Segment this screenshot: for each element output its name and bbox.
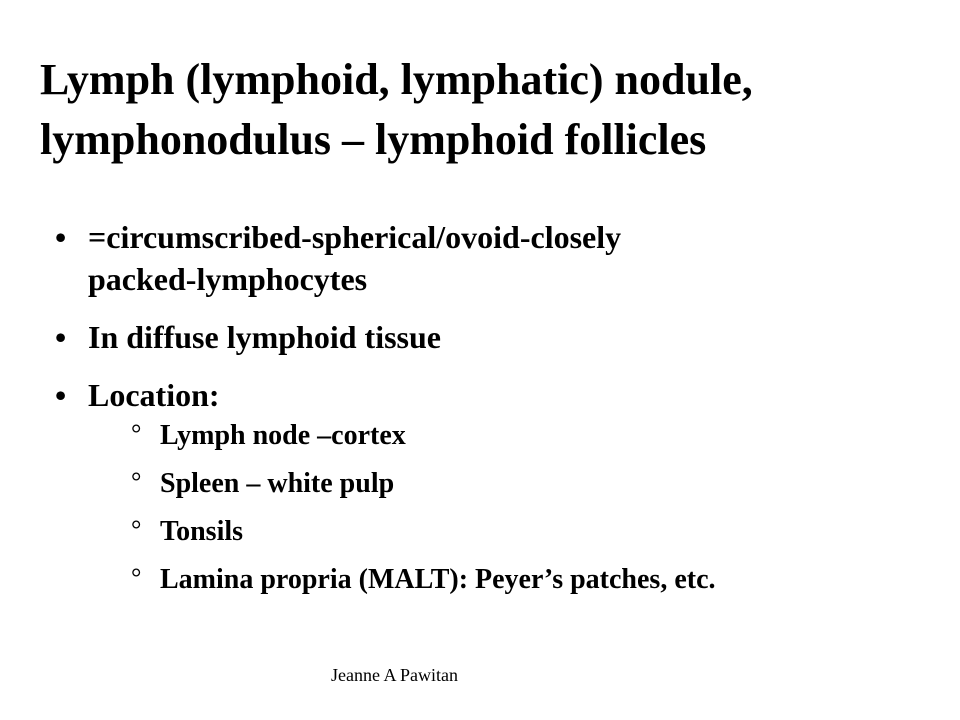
bullet-text-line-1: =circumscribed-spherical/ovoid-closely [88,219,622,255]
degree-bullet-icon: ° [131,467,142,496]
bullet-dot-icon: • [55,377,67,413]
sub-item-spleen [88,460,935,508]
sub-item-lamina-propria [88,556,935,604]
bullet-text: Location: [88,377,220,413]
bullet-item-diffuse-tissue [55,316,935,358]
bullet-item-location [55,374,935,604]
slide-title [40,50,940,170]
bullet-text-line-2: packed-lymphocytes [88,261,368,297]
sub-item-text: Lymph node –cortex [160,420,406,451]
footer-author: Jeanne A Pawitan [331,665,458,685]
bullet-dot-icon: • [55,319,67,355]
degree-bullet-icon: ° [131,515,142,544]
sub-item-text: Tonsils [160,516,244,547]
bullet-text: In diffuse lymphoid tissue [88,319,441,355]
bullet-item-definition [55,216,935,300]
sub-item-lymph-node [88,412,935,460]
degree-bullet-icon: ° [131,563,142,592]
bullet-dot-icon: • [55,219,67,255]
location-sublist [88,412,935,604]
sub-item-text: Spleen – white pulp [160,468,395,499]
sub-item-tonsils [88,508,935,556]
bullet-list [55,216,935,620]
degree-bullet-icon: ° [131,419,142,448]
title-line-2: lymphonodulus – lymphoid follicles [40,115,707,164]
sub-item-text: Lamina propria (MALT): Peyer’s patches, etc. [160,564,716,595]
title-line-1: Lymph (lymphoid, lymphatic) nodule, [40,55,753,104]
